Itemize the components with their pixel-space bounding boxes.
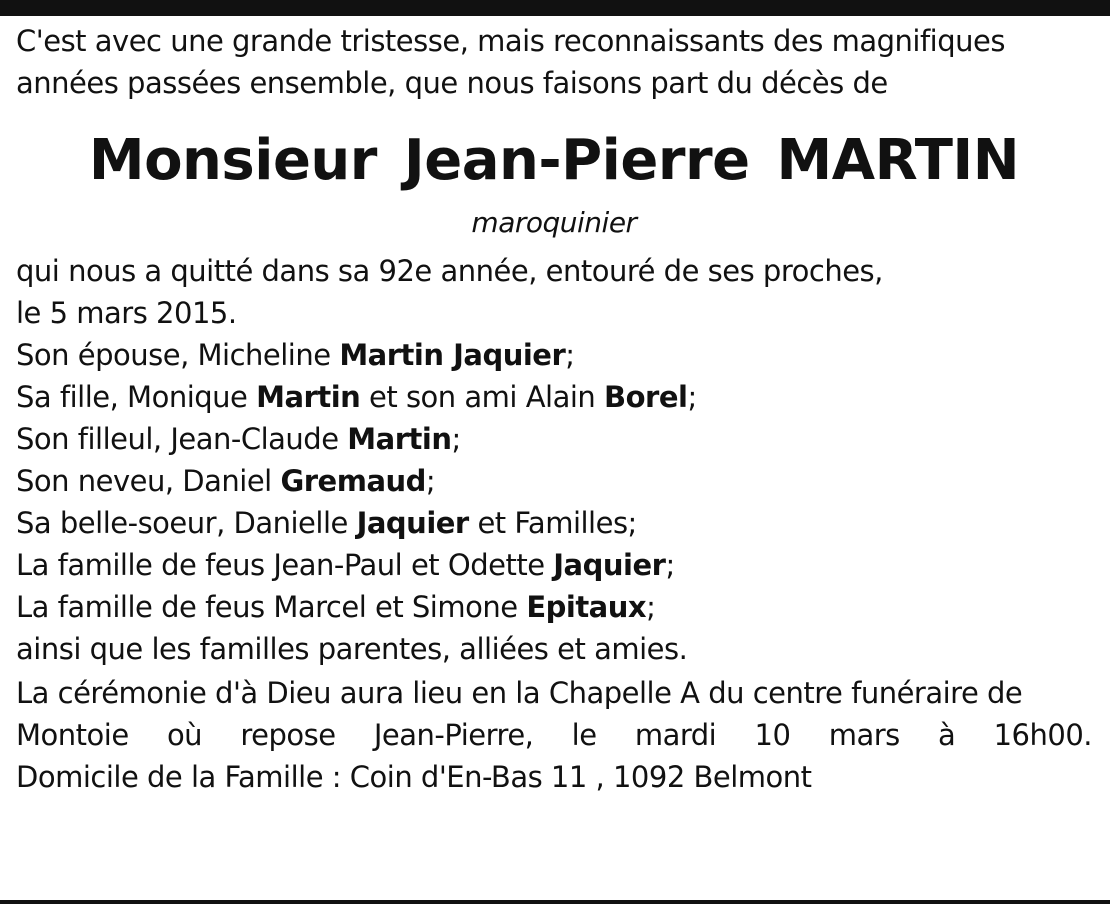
ceremony-line-1: La cérémonie d'à Dieu aura lieu en la Chapelle A du centre funéraire de [16,676,1023,710]
ceremony-text [16,672,1092,756]
family-line-nephew [16,460,1092,502]
family-line-spouse [16,334,1092,376]
intro-text [16,20,1092,104]
family-line-jaquier [16,544,1092,586]
deceased-name: Monsieur Jean-Pierre MARTIN [88,128,1020,193]
deceased-profession: maroquinier [471,206,637,239]
family-surname: Martin [256,380,361,414]
family-line-sister-in-law [16,502,1092,544]
family-suffix: ; [451,422,461,456]
family-prefix: La famille de feus Jean-Paul et Odette [16,548,554,582]
family-surname: Jaquier [553,548,666,582]
family-suffix: ; [425,464,436,498]
family-list [16,334,1092,670]
family-surname: Martin [347,422,452,456]
family-surname: Martin Jaquier [339,338,566,372]
family-surname: Jaquier [356,506,469,540]
top-border-rule [0,0,1110,16]
family-prefix: Son neveu, Daniel [16,464,281,498]
death-line-2: le 5 mars 2015. [16,296,237,330]
family-prefix: Sa fille, Monique [16,380,257,414]
family-line-daughter [16,376,1092,418]
family-middle: et son ami Alain [360,380,605,414]
family-prefix: La famille de feus Marcel et Simone [16,590,527,624]
family-prefix: Sa belle-soeur, Danielle [16,506,357,540]
family-address: Domicile de la Famille : Coin d'En-Bas 11 , 1092 Belmont [16,760,812,794]
intro-line-1: C'est avec une grande tristesse, mais reconnaissants des magnifiques [16,24,1005,58]
family-suffix: ; [565,338,575,372]
closing-line: ainsi que les familles parentes, alliées et amies. [16,632,688,666]
family-suffix: ; [687,380,697,414]
family-prefix: Son épouse, Micheline [16,338,340,372]
death-statement [16,250,1092,334]
family-surname-2: Borel [604,380,688,414]
family-prefix: Son filleul, Jean-Claude [16,422,348,456]
ceremony-line-2: Montoie où repose Jean-Pierre, le mardi 10 mars à 16h00. [16,718,1092,752]
family-suffix: ; [665,548,675,582]
family-line-godson [16,418,1092,460]
intro-line-2: années passées ensemble, que nous faisons part du décès de [16,66,888,100]
family-surname: Epitaux [526,590,647,624]
family-line-epitaux [16,586,1092,628]
obituary-notice [16,20,1092,798]
bottom-border-rule [0,900,1110,904]
family-surname: Gremaud [280,464,426,498]
family-suffix: ; [646,590,656,624]
family-suffix: et Familles; [468,506,637,540]
death-line-1: qui nous a quitté dans sa 92e année, entouré de ses proches, [16,254,883,288]
